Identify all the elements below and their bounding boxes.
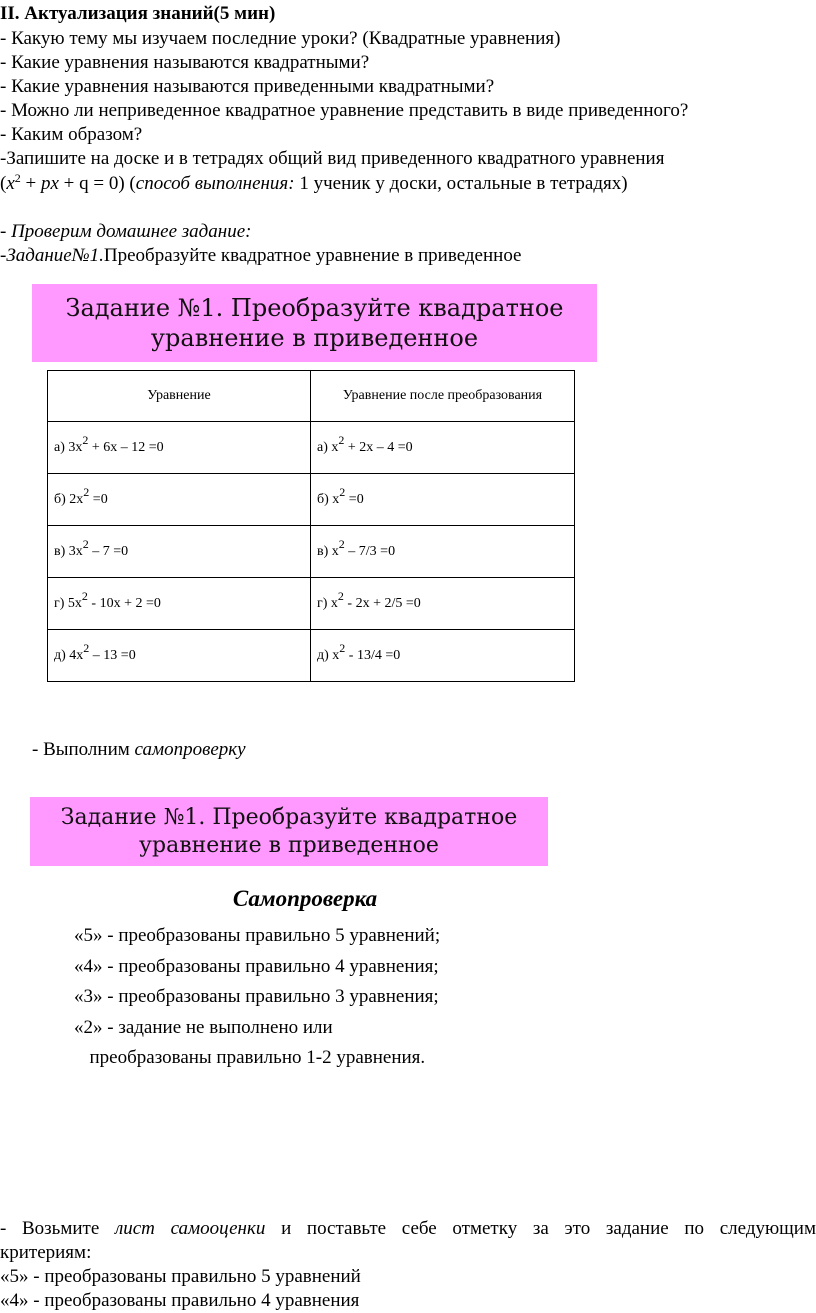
question-3: - Какие уравнения называются приведенными квадратными?	[0, 76, 495, 97]
transformed-cell: б) $х^2 =0$	[311, 474, 575, 526]
header-equation: Уравнение	[48, 371, 311, 422]
task-banner-2	[30, 797, 548, 866]
equations-table	[47, 370, 575, 682]
question-6: -Запишите на доске и в тетрадях общий вид приведенного квадратного уравнения	[0, 148, 665, 169]
footer-criterion-5: «5» - преобразованы правильно 5 уравнений	[0, 1266, 361, 1287]
transformed-cell: в) $х^2 - 7/3 =0$	[311, 526, 575, 578]
question-5: - Каким образом?	[0, 124, 143, 145]
task-banner-2-line1: Задание №1. Преобразуйте квадратное	[60, 805, 518, 830]
table-row	[48, 526, 575, 578]
criterion-2-cont: преобразованы правильно 1-2 уравнения.	[80, 1047, 426, 1068]
equation-cell: г) $5х^2 - 10х + 2 =0$	[48, 578, 311, 630]
task-banner-1	[32, 284, 597, 362]
question-2: - Какие уравнения называются квадратными?	[0, 52, 370, 73]
transformed-cell: г) $х^2 - 2х + 2/5 =0$	[311, 578, 575, 630]
question-1: - Какую тему мы изучаем последние уроки? (Квадратные уравнения)	[0, 28, 561, 49]
header-transformed: Уравнение после преобразования	[311, 371, 575, 422]
table-row	[48, 422, 575, 474]
equation-cell: д) $4х^2 - 13 =0$	[48, 630, 311, 682]
equation-cell: б) $2х^2 =0$	[48, 474, 311, 526]
transformed-cell: д) $х^2 - 13/4 =0$	[311, 630, 575, 682]
criterion-4: «4» - преобразованы правильно 4 уравнения;	[74, 956, 439, 977]
table-row	[48, 578, 575, 630]
transformed-cell: а) $х^2 + 2х - 4 =0$	[311, 422, 575, 474]
criterion-2: «2» - задание не выполнено или	[74, 1017, 333, 1038]
criterion-3: «3» - преобразованы правильно 3 уравнения;	[74, 986, 439, 1007]
task-banner-1-line2: уравнение в приведенное	[150, 324, 479, 352]
homework-check: - Проверим домашнее задание:	[0, 221, 252, 242]
criterion-5: «5» - преобразованы правильно 5 уравнений;	[74, 925, 441, 946]
task-banner-2-line2: уравнение в приведенное	[139, 833, 439, 858]
footer-instruction: - Возьмите лист самооценки и поставьте себе отметку за это задание по следующим	[0, 1218, 816, 1239]
selfcheck-title: Самопроверка	[232, 886, 378, 911]
table-row	[48, 630, 575, 682]
footer-criteria-word: критериям:	[0, 1242, 92, 1263]
section-title: II. Актуализация знаний(5 мин)	[0, 3, 276, 24]
selfcheck-line: - Выполним самопроверку	[32, 739, 246, 760]
equation-cell: в) $3х^2 - 7 =0$	[48, 526, 311, 578]
equation-cell: а) $3х^2 + 6х - 12 =0$	[48, 422, 311, 474]
table-header-row	[48, 371, 575, 422]
footer-criterion-4: «4» - преобразованы правильно 4 уравнения	[0, 1290, 360, 1311]
table-row	[48, 474, 575, 526]
formula-line: ($x^2$ + px + q = 0) (способ выполнения: 1 ученик у доски, остальные в тетрадях)	[0, 171, 628, 194]
homework-task: -Задание№1.Преобразуйте квадратное уравнение в приведенное	[0, 245, 522, 266]
question-4: - Можно ли неприведенное квадратное уравнение представить в виде приведенного?	[0, 100, 689, 121]
task-banner-1-line1: Задание №1. Преобразуйте квадратное	[65, 294, 564, 322]
